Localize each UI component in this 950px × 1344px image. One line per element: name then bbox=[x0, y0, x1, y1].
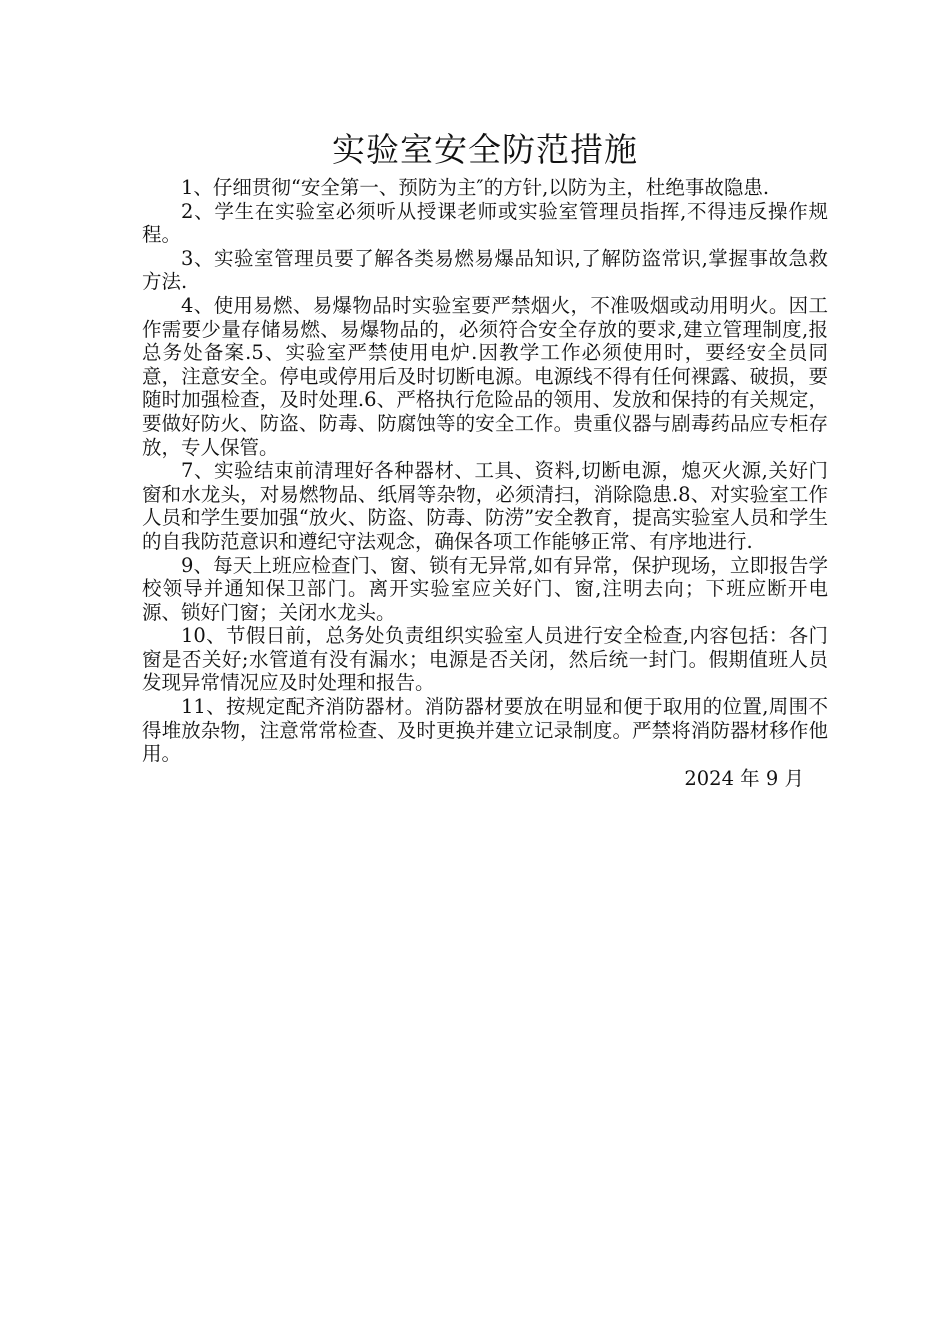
paragraph-10: 10、节假日前，总务处负责组织实验室人员进行安全检查,内容包括：各门窗是否关好;水管道有没有漏水；电源是否关闭，然后统一封门。假期值班人员发现异常情况应及时处理和报告。 bbox=[142, 624, 828, 695]
document-title: 实验室安全防范措施 bbox=[332, 130, 638, 169]
paragraph-9: 9、每天上班应检查门、窗、锁有无异常,如有异常，保护现场，立即报告学校领导并通知保卫部门。离开实验室应关好门、窗,注明去向；下班应断开电源、锁好门窗；关闭水龙头。 bbox=[142, 553, 828, 624]
paragraph-1: 1、仔细贯彻“安全第一、预防为主″的方针,以防为主，杜绝事故隐患. bbox=[181, 176, 770, 199]
paragraph-2: 2、学生在实验室必须听从授课老师或实验室管理员指挥,不得违反操作规程。 bbox=[142, 199, 828, 247]
document-page bbox=[142, 124, 828, 792]
paragraph-3: 3、实验室管理员要了解各类易燃易爆品知识,了解防盗常识,掌握事故急救方法. bbox=[142, 246, 828, 294]
paragraph-4: 4、使用易燃、易爆物品时实验室要严禁烟火，不准吸烟或动用明火。因工作需要少量存储易燃、易爆物品的，必须符合安全存放的要求,建立管理制度,报总务处备案.5、实验室严禁使用电炉.因教学工作必须使用时，要经安全员同意，注意安全。停电或停用后及时切断电源。电源线不得有任何裸露、破损，要随时加强检查，及时处理.6、严格执行危险品的领用、发放和保持的有关规定，要做好防火、防盗、防毒、防腐蚀等的安全工作。贵重仪器与剧毒药品应专柜存放，专人保管。 bbox=[142, 293, 828, 459]
paragraph-7: 7、实验结束前清理好各种器材、工具、资料,切断电源，熄灭火源,关好门窗和水龙头，对易燃物品、纸屑等杂物，必须清扫，消除隐患.8、对实验室工作人员和学生要加强“放火、防盗、防毒、防涝”安全教育，提高实验室人员和学生的自我防范意识和遵纪守法观念，确保各项工作能够正常、有序地进行. bbox=[142, 459, 828, 553]
document-date: 2024 年 9 月 bbox=[684, 766, 804, 790]
paragraph-11: 11、按规定配齐消防器材。消防器材要放在明显和便于取用的位置,周围不得堆放杂物，注意常常检查、及时更换并建立记录制度。严禁将消防器材移作他用。 bbox=[142, 695, 828, 766]
